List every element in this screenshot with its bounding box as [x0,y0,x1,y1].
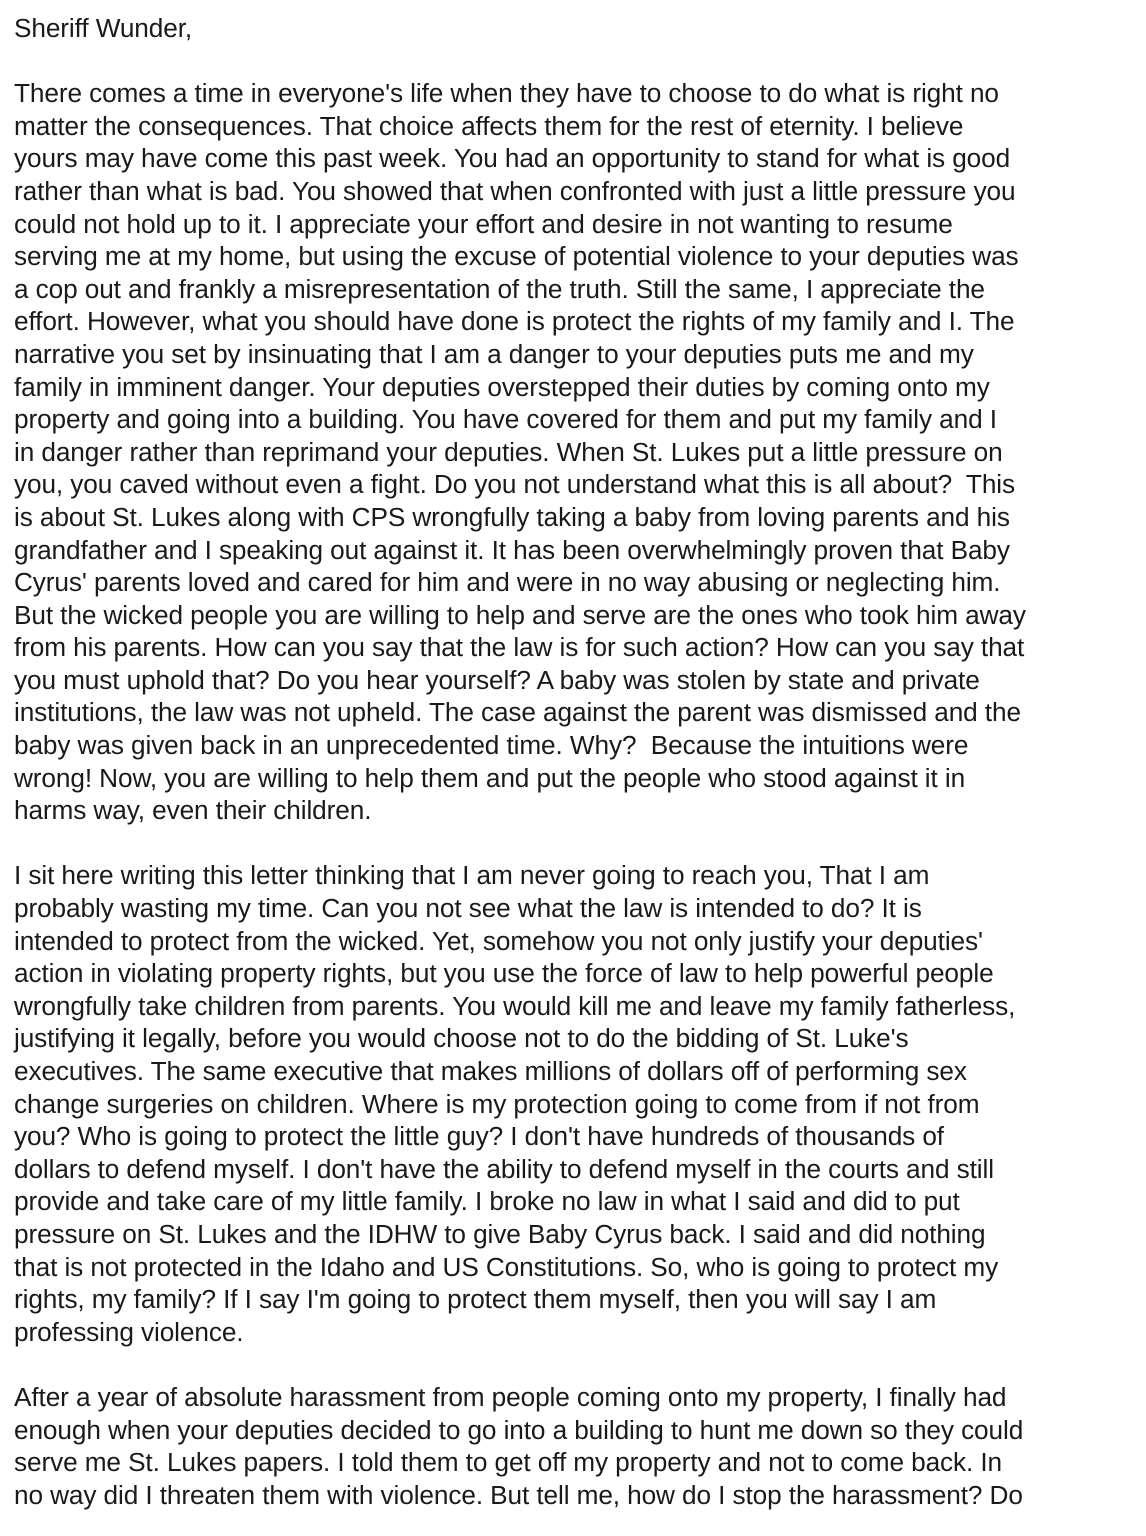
text-line: from his parents. How can you say that the law is for such action? How can you say that [14,632,1025,663]
text-line: rights, my family? If I say I'm going to protect them myself, then you will say I am [14,1284,937,1315]
text-line: in danger rather than reprimand your deputies. When St. Lukes put a little pressure on [14,436,1003,467]
text-line: could not hold up to it. I appreciate your effort and desire in not wanting to resume [14,208,953,239]
text-line: Cyrus' parents loved and cared for him and were in no way abusing or neglecting him. [14,567,1001,598]
text-line: that is not protected in the Idaho and US Constitutions. So, who is going to protect my [14,1251,999,1282]
text-line: provide and take care of my little family. I broke no law in what I said and did to put [14,1186,960,1217]
text-line: no way did I threaten them with violence. But tell me, how do I stop the harassment? Do [14,1479,1023,1510]
text-line: dollars to defend myself. I don't have the ability to defend myself in the courts and still [14,1153,994,1184]
text-line: you, you caved without even a fight. Do you not understand what this is all about? This [14,469,1016,500]
text-line: wrongfully take children from parents. You would kill me and leave my family fatherless, [14,990,1016,1021]
text-line: property and going into a building. You have covered for them and put my family and I [14,404,997,435]
text-line: serve me St. Lukes papers. I told them to get off my property and not to come back. In [14,1447,1003,1478]
text-line: rather than what is bad. You showed that when confronted with just a little pressure you [14,175,1016,206]
text-line: But the wicked people you are willing to help and serve are the ones who took him away [14,599,1026,630]
text-line: matter the consequences. That choice affects them for the rest of eternity. I believe [14,110,964,141]
text-line: wrong! Now, you are willing to help them and put the people who stood against it in [14,762,966,793]
paragraph-gap [14,1348,1142,1381]
text-line: After a year of absolute harassment from people coming onto my property, I finally had [14,1381,1007,1412]
text-line: professing violence. [14,1316,244,1347]
text-line: There comes a time in everyone's life when they have to choose to do what is right no [14,78,999,109]
paragraph-gap [14,827,1142,860]
text-line: you must uphold that? Do you hear yourself? A baby was stolen by state and private [14,664,980,695]
text-line: executives. The same executive that makes millions of dollars off of performing sex [14,1056,967,1086]
text-line: probably wasting my time. Can you not see what the law is intended to do? It is [14,893,922,924]
text-line: a cop out and frankly a misrepresentation of the truth. Still the same, I appreciate the [14,273,985,304]
text-line: family in imminent danger. Your deputies overstepped their duties by coming onto my [14,371,990,402]
paragraph-3 [14,1381,1142,1511]
text-line: you? Who is going to protect the little guy? I don't have hundreds of thousands of [14,1121,944,1152]
text-line: harms way, even their children. [14,795,372,826]
text-line: I sit here writing this letter thinking that I am never going to reach you, That I am [14,860,930,891]
text-line: enough when your deputies decided to go into a building to hunt me down so they could [14,1414,1024,1445]
text-line: pressure on St. Lukes and the IDHW to give Baby Cyrus back. I said and did nothing [14,1218,986,1249]
text-line: narrative you set by insinuating that I am a danger to your deputies puts me and my [14,338,974,369]
text-line: is about St. Lukes along with CPS wrongfully taking a baby from loving parents and his [14,501,1010,532]
text-line: serving me at my home, but using the excuse of potential violence to your deputies was [14,241,1019,272]
letter-body [14,12,1142,1511]
text-line: change surgeries on children. Where is my protection going to come from if not from [14,1088,980,1119]
text-line: justifying it legally, before you would choose not to do the bidding of St. Luke's [14,1023,909,1054]
text-line: effort. However, what you should have done is protect the rights of my family and I. The [14,306,1015,337]
text-line: yours may have come this past week. You had an opportunity to stand for what is good [14,143,1011,174]
text-line: action in violating property rights, but you use the force of law to help powerful people [14,958,994,989]
salutation: Sheriff Wunder, [14,13,193,43]
paragraph-gap [14,45,1142,78]
paragraph-2 [14,859,1142,1348]
paragraph-1 [14,77,1142,827]
text-line: intended to protect from the wicked. Yet, somehow you not only justify your deputies' [14,925,983,956]
text-line: grandfather and I speaking out against it. It has been overwhelmingly proven that Baby [14,534,1010,565]
text-line: baby was given back in an unprecedented time. Why? Because the intuitions were [14,730,969,761]
text-line: institutions, the law was not upheld. The case against the parent was dismissed and the [14,697,1021,728]
